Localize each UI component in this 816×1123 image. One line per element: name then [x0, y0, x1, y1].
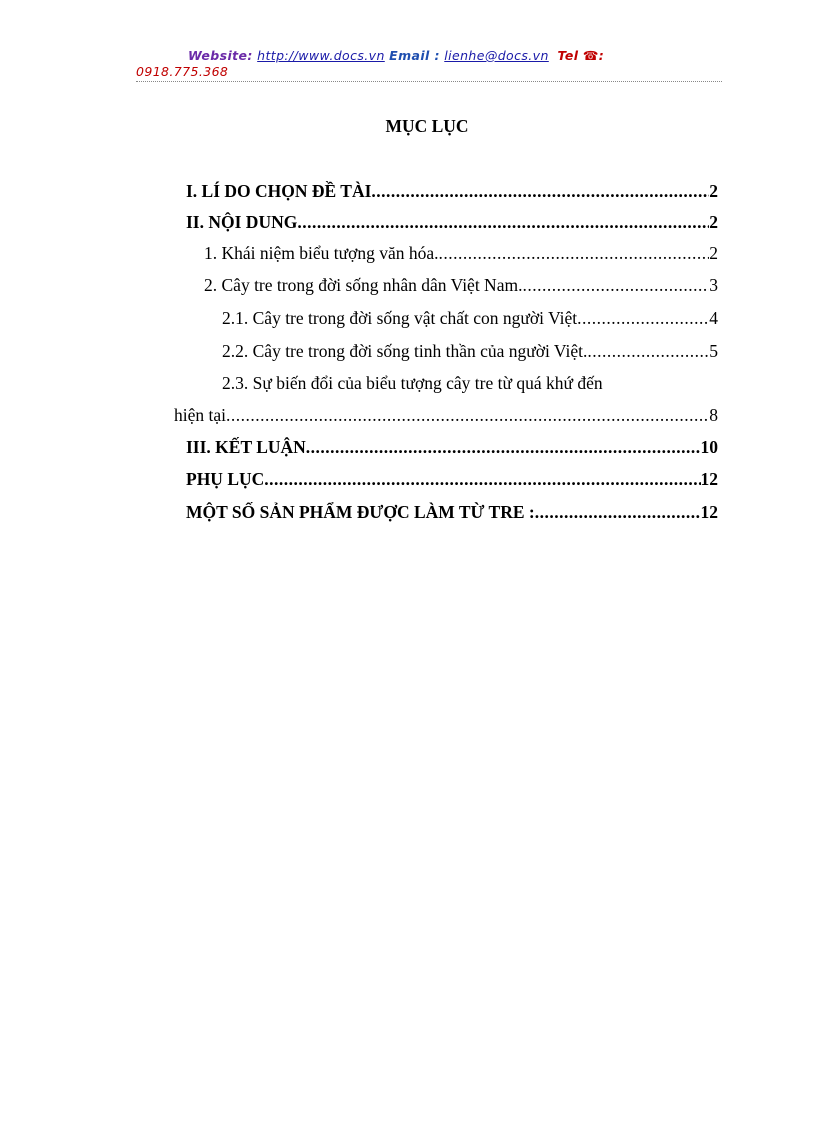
toc-page-number: 2	[709, 181, 718, 201]
toc-entry-phu-luc[interactable]	[186, 469, 718, 490]
toc-entry-text: III. KẾT LUẬN	[186, 437, 306, 457]
toc-entry-vat-chat[interactable]	[222, 308, 718, 329]
toc-entry-text: MỘT SỐ SẢN PHẨM ĐƯỢC LÀM TỪ TRE :	[186, 502, 535, 522]
toc-page-number: 2	[709, 243, 718, 263]
toc-page-number: 8	[709, 405, 718, 425]
toc-page-number: 4	[709, 308, 718, 328]
phone-icon: ☎	[582, 48, 599, 63]
website-link[interactable]: http://www.docs.vn	[257, 48, 385, 63]
toc-entry-text: 2. Cây tre trong đời sống nhân dân Việt Nam.	[204, 275, 523, 295]
toc-entry-san-pham[interactable]	[186, 502, 718, 523]
toc-entry-khai-niem[interactable]	[204, 243, 718, 264]
dot-leader	[371, 181, 709, 202]
dot-leader	[535, 502, 701, 523]
dot-leader	[522, 275, 709, 296]
toc-page-number: 12	[700, 502, 718, 522]
toc-entry-text: I. LÍ DO CHỌN ĐỀ TÀI	[186, 181, 372, 201]
tel-label: Tel	[557, 48, 579, 63]
toc-entry-noi-dung[interactable]	[186, 212, 718, 233]
toc-entry-bien-doi-line2[interactable]	[174, 405, 718, 426]
toc-entry-li-do[interactable]	[186, 181, 718, 202]
toc-entry-ket-luan[interactable]	[186, 437, 718, 458]
toc-entry-bien-doi-line1[interactable]: 2.3. Sự biến đổi của biểu tượng cây tre từ quá khứ đến	[222, 373, 603, 393]
toc-page-number: 10	[700, 437, 718, 457]
toc-entry-text: PHỤ LỤC	[186, 469, 265, 489]
toc-entry-text: 1. Khái niệm biểu tượng văn hóa.	[204, 243, 439, 263]
toc-page-number: 2	[709, 212, 718, 232]
dot-leader	[306, 437, 701, 458]
toc-page-number: 12	[700, 469, 718, 489]
website-label: Website:	[188, 48, 253, 63]
dot-leader	[264, 469, 700, 490]
toc-title: MỤC LỤC	[385, 116, 469, 136]
toc-entry-tinh-than[interactable]	[222, 341, 718, 362]
dot-leader	[587, 341, 709, 362]
dot-leader	[439, 243, 710, 264]
phone-number: 0918.775.368	[136, 64, 229, 79]
toc-entry-text: II. NỘI DUNG	[186, 212, 298, 232]
toc-entry-text: hiện tại	[174, 405, 226, 425]
toc-entry-cay-tre-doi-song[interactable]	[204, 275, 718, 296]
toc-page-number: 5	[709, 341, 718, 361]
toc-entry-text: 2.2. Cây tre trong đời sống tinh thần của người Việt.	[222, 341, 588, 361]
tel-colon: :	[598, 48, 605, 63]
toc-page-number: 3	[709, 275, 718, 295]
email-link[interactable]: lienhe@docs.vn	[444, 48, 549, 63]
page-header	[136, 48, 722, 80]
header-divider	[136, 81, 722, 82]
dot-leader	[226, 405, 709, 426]
email-label: Email :	[389, 48, 440, 63]
toc-entry-text: 2.1. Cây tre trong đời sống vật chất con người Việt	[222, 308, 578, 328]
dot-leader	[577, 308, 709, 329]
dot-leader	[297, 212, 709, 233]
